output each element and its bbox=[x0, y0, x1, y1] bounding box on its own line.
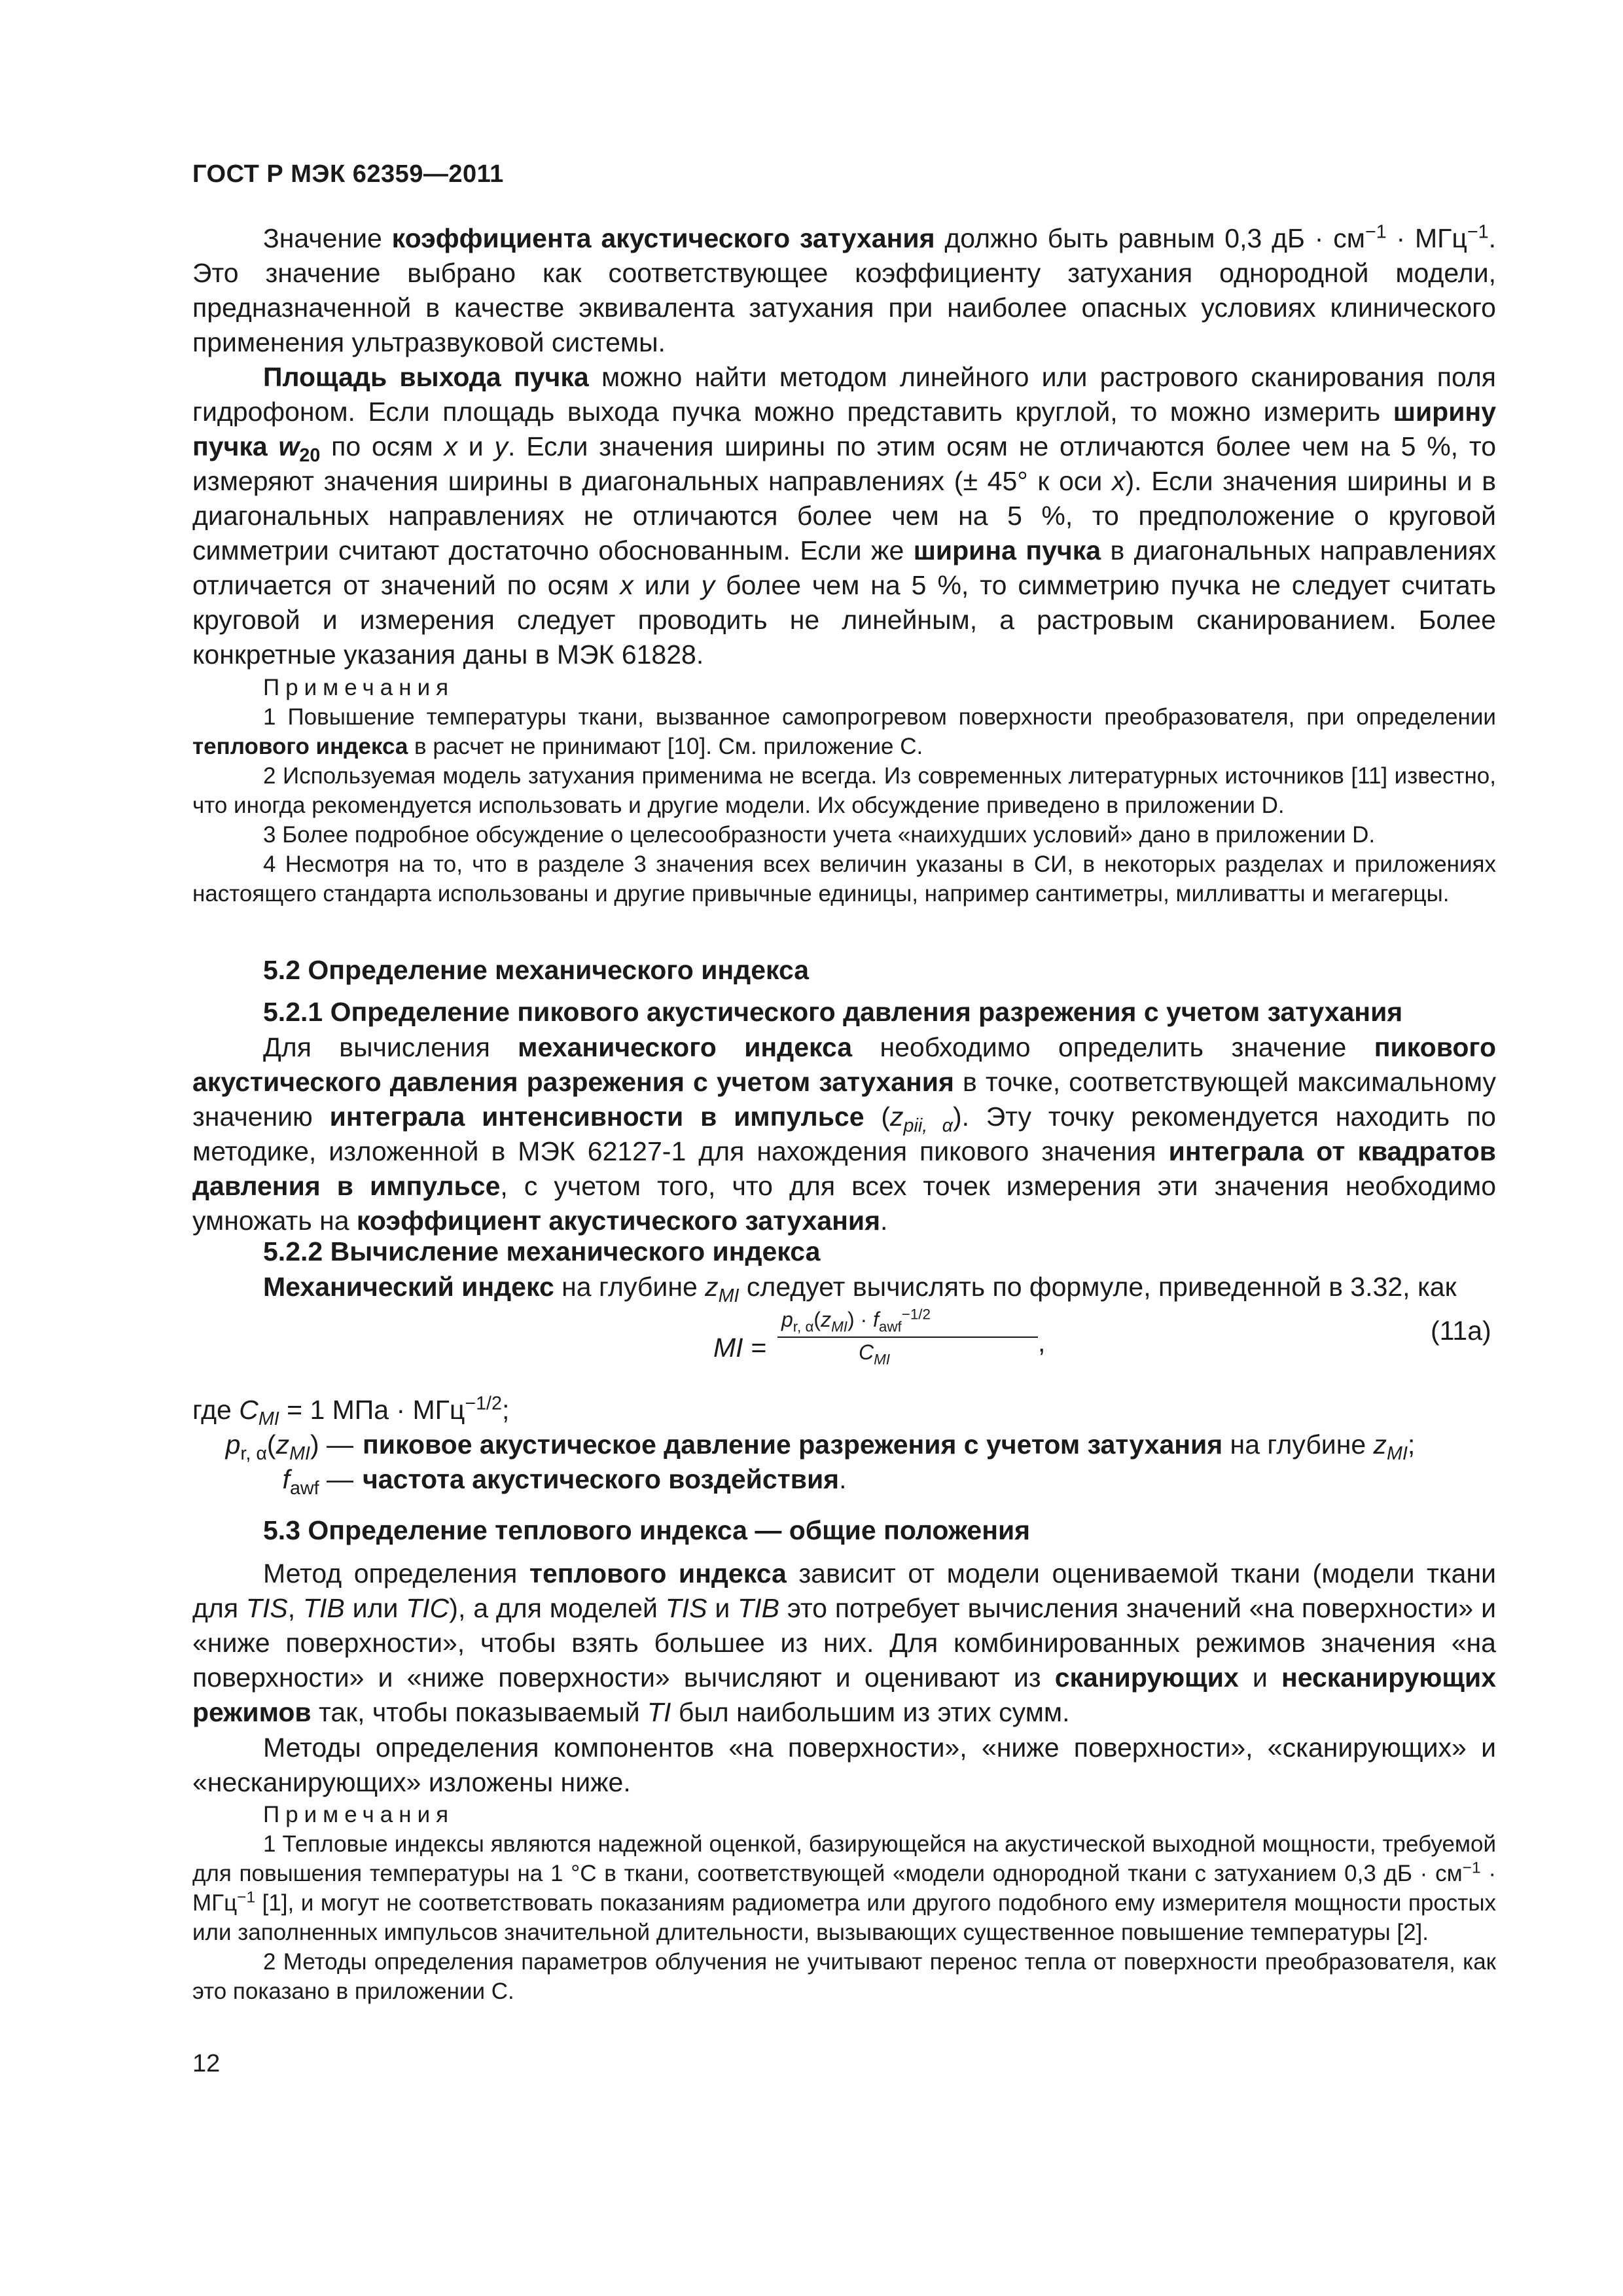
definition-f-awf: $f_{awf}$ — частота акустического воздействия. bbox=[282, 1464, 847, 1499]
note-3: 3 Более подробное обсуждение о целесообразности учета «наихудших условий» дано в приложении D. bbox=[263, 822, 1376, 848]
notes-title: Примечания bbox=[263, 675, 455, 700]
definition-p-r-alpha: $p_{r, \alpha}(z_{MI})$ — пиковое акустическое давление разрежения с учетом затухания на глубине $z_{MI}$; bbox=[225, 1429, 1416, 1465]
formula-definitions bbox=[192, 1393, 1496, 1497]
paragraph-attenuation: Значение коэффициента акустического затухания должно быть равным 0,3 дБ · $см^{-1} \cdot МГц^{-1}$. Это значение выбрано как соответствующее коэффициенту затухания однородной модели, предназначенной в качестве эквивалента затухания при наиболее опасных условиях клинического применения ультразвуковой системы. bbox=[192, 221, 1496, 357]
fraction-bar bbox=[777, 1336, 1038, 1338]
formula-numerator: $p_{r, \alpha}(z_{MI}) \cdot f_{awf}^{-1/2}$ bbox=[781, 1306, 931, 1335]
equation-number: (11a) bbox=[1431, 1316, 1491, 1346]
notes-block-2 bbox=[192, 1800, 1496, 2006]
section-heading-5-2-1: 5.2.1 Определение пикового акустического давления разрежения с учетом затухания bbox=[263, 997, 1403, 1027]
term-beam-area: Площадь выхода пучка bbox=[263, 362, 589, 392]
note-2: 2 Используемая модель затухания применима не всегда. Из современных литературных источников [11] известно, что иногда рекомендуется использовать и другие модели. Их обсуждение приведено в приложении D. bbox=[192, 763, 1496, 818]
formula-denominator: $C_{MI}$ bbox=[859, 1340, 890, 1368]
section-heading-5-2-2: 5.2.2 Вычисление механического индекса bbox=[263, 1236, 821, 1266]
notes-block-1 bbox=[192, 673, 1496, 908]
definition-cmi: где $C_{MI} = 1$ МПа · МГц$^{-1/2}$; bbox=[192, 1393, 510, 1430]
notes-title: Примечания bbox=[263, 1802, 455, 1827]
term-attenuation-coefficient: коэффициента акустического затухания bbox=[391, 223, 935, 253]
paragraph-5-3-a: Метод определения теплового индекса зависит от модели оцениваемой ткани (модели ткани для TIS, TIB или TIC), а для моделей TIS и TIB это потребует вычисления значений «на поверхности» и «ниже поверхности», чтобы взять большее из них. Для комбинированных режимов значения «на поверхности» и «ниже поверхности» вычисляют и оценивают из сканирующих и несканирующих режимов так, чтобы показываемый TI был наибольшим из этих сумм. bbox=[192, 1558, 1497, 1727]
paragraph-beam-area: Площадь выхода пучка можно найти методом линейного или растрового сканирования поля гидрофоном. Если площадь выхода пучка можно представить круглой, то можно измерить ширину пучка $w_{20}$ по осям x и y. Если значения ширины по этим осям не отличаются более чем на 5 %, то измеряют значения ширины в диагональных направлениях (± 45° к оси x). Если значения ширины и в диагональных направлениях не отличаются более чем на 5 %, то предположение о круговой симметрии считают достаточно обоснованным. Если же ширина пучка в диагональных направлениях отличается от значений по осям x или y более чем на 5 %, то симметрию пучка не следует считать круговой и измерения следует проводить не линейным, а растровым сканированием. Более конкретные указания даны в МЭК 61828. bbox=[192, 362, 1496, 670]
note-4: 4 Несмотря на то, что в разделе 3 значения всех величин указаны в СИ, в некоторых разделах и приложениях настоящего стандарта использованы и другие привычные единицы, например сантиметры, милливатты и мегагерцы. bbox=[192, 852, 1496, 906]
note-1: 1 Повышение температуры ткани, вызванное самопрогревом поверхности преобразователя, при определении теплового индекса в расчет не принимают [10]. См. приложение С. bbox=[192, 704, 1496, 759]
section-heading-5-3: 5.3 Определение теплового индекса — общие положения bbox=[263, 1515, 1031, 1545]
paragraph-5-3-b: Методы определения компонентов «на поверхности», «ниже поверхности», «сканирующих» и «несканирующих» изложены ниже. bbox=[192, 1732, 1496, 1797]
formula-11a: MI = $p_{r, \alpha}(z_{MI}) \cdot f_{awf}^{-1/2}$ $C_{MI}$ , bbox=[713, 1306, 1046, 1368]
document-header: ГОСТ Р МЭК 62359—2011 bbox=[192, 160, 504, 188]
section-heading-5-2: 5.2 Определение механического индекса bbox=[263, 955, 810, 985]
paragraph-5-2-1: Для вычисления механического индекса необходимо определить значение пикового акустического давления разрежения с учетом затухания в точке, соответствующей максимальному значению интеграла интенсивности в импульсе $(z_{pii, \alpha})$. Эту точку рекомендуется находить по методике, изложенной в МЭК 62127-1 для нахождения пикового значения интеграла от квадратов давления в импульсе, с учетом того, что для всех точек измерения эти значения необходимо умножать на коэффициент акустического затухания. bbox=[192, 1032, 1497, 1236]
page-number: 12 bbox=[192, 2050, 221, 2077]
note-2: 2 Методы определения параметров облучения не учитывают перенос тепла от поверхности преобразователя, как это показано в приложении С. bbox=[192, 1949, 1496, 2004]
paragraph-5-2-2: Механический индекс на глубине $z_{MI}$ следует вычислять по формуле, приведенной в 3.32, как bbox=[263, 1272, 1457, 1307]
note-1: 1 Тепловые индексы являются надежной оценкой, базирующейся на акустической выходной мощности, требуемой для повышения температуры на 1 °С в ткани, соответствующей «модели однородной ткани с затуханием 0,3 дБ · $см^{-1} \cdot МГц^{-1}$ [1], и могут не соответствовать показаниям радиометра или другого подобного ему измерителя мощности простых или заполненных импульсов значительной длительности, вызывающих существенное повышение температуры [2]. bbox=[192, 1831, 1496, 1945]
